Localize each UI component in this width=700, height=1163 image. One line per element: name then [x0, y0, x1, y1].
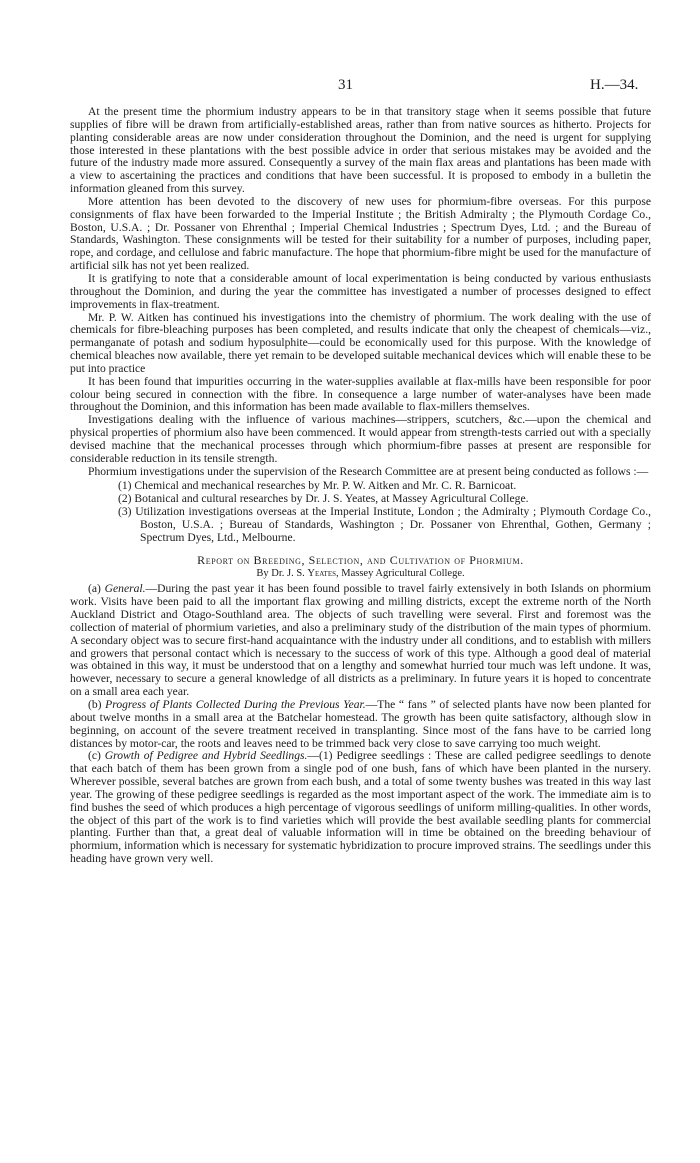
paragraph-general [70, 583, 651, 699]
paragraph-text: —(1) Pedigree seedlings : These are called pedigree seedlings to denote that each batch of them has been grown from a single pod of one bush, fans of which have been planted in the nursery. Wherever possible, several batches are grown from each bush, and a total of some twenty bushes was treated in this way last year. The growing of these pedigree seedlings is regarded as the most important aspect of the work. The immediate aim is to find bushes the seed of which produces a high percentage of vigorous seedlings of uniform milling-qualities. In other words, the object of this part of the work is to find varieties which will provide the best available seedling plants for commercial planting. Further than that, a great deal of valuable information will in time be obtained on the breeding behaviour of phormium, information which is necessary for systematic hybridization to procure improved strains. The seedlings under this heading have grown very well. [70, 749, 651, 866]
page-header [0, 77, 700, 97]
byline-prefix: By Dr. J. S. [256, 567, 308, 579]
paragraph-water-impurities: It has been found that impurities occurring in the water-supplies available at flax-mills have been responsible for poor colour being secured in connection with the fibre. In consequence a large number of water-analyses have been made throughout the Dominion, and this information has been made available to flax-millers themselves. [70, 374, 651, 414]
paragraph-text: —During the past year it has been found possible to travel fairly extensively in both Islands on phormium work. Visits have been paid to all the important flax growing and milling districts, except the extreme north of the North Auckland District and Otago-Southland area. The objects of such travelling were several. First and foremost was the collection of material of phormium varieties, and also a preliminary study of the distribution of the main types of phormium. A secondary object was to secure first-hand acquaintance with the industry under all conditions, and to establish with millers and growers that personal contact which is necessary to the success of work of this type. Although a good deal of material was obtained in this way, it must be understood that on a lengthy and somewhat hurried tour much was left undone. It was, however, necessary to secure a general knowledge of all districts as a preliminary. In future years it is hoped to concentrate on a small area each year. [70, 582, 651, 699]
list-item: (2) Botanical and cultural researches by Dr. J. S. Yeates, at Massey Agricultural College. [118, 492, 529, 506]
paragraph-machine-influence: Investigations dealing with the influence of various machines—strippers, scutchers, &c.—upon the chemical and physical properties of phormium also have been commenced. It would appear from strength-tests carried out with a specially devised machine that the mechanical processes through which phormium-fibre passes at present are responsible for considerable reduction in its tensile strength. [70, 413, 651, 465]
paragraph-heading: General. [104, 582, 146, 596]
paragraph-plantation-survey: At the present time the phormium industry appears to be in that transitory stage when it seems possible that future supplies of fibre will be drawn from artificially-established areas, rather than from native sources as hitherto. Projects for planting considerable areas are now under consideration throughout the Dominion, and the need is urgent for supplying those interested in these plantations with the best possible advice in order that serious mistakes may be avoided and the future of the industry made more assured. Consequently a survey of the main flax areas and plantations has been made with a view to ascertaining the practices and conditions that have been successful. It is proposed to embody in a bulletin the information gleaned from this survey. [70, 105, 651, 196]
list-item: (3) Utilization investigations overseas at the Imperial Institute, London ; the Admiralty ; Plymouth Cordage Co., Boston, U.S.A. ; Bureau of Standards, Washington ; Dr. Possaner von Ehrenthal, Gothen, Germany ; Spectrum Dyes, Ltd., Melbourne. [118, 505, 651, 544]
paragraph-label: (a) [88, 582, 105, 596]
paragraph-heading: Progress of Plants Collected During the Previous Year. [105, 697, 366, 711]
document-reference: H.—34. [590, 77, 639, 93]
paragraph-text: —The “ fans ” of selected plants have now been planted for about twelve months in a small area at the Batchelar homestead. The growth has been quite satisfactory, although slow in beginning, on account of the severe treatment received in transplanting. Since most of the fans have to be carried long distances by motor-car, the roots and leaves need to be trimmed back very close to save carrying too much weight. [70, 697, 651, 750]
paragraph-plants-progress [70, 699, 651, 750]
list-item: (1) Chemical and mechanical researches by Mr. P. W. Aitken and Mr. C. R. Barnicoat. [118, 479, 517, 493]
paragraph-label: (c) [88, 749, 105, 763]
paragraph-chemistry-research: Mr. P. W. Aitken has continued his investigations into the chemistry of phormium. The work dealing with the use of chemicals for fibre-bleaching purposes has been completed, and results indicate that only the cheapest of chemicals—viz., permanganate of potash and sodium hyposulphite—could be economically used for this purpose. With the knowledge of chemical bleaches now available, there yet remain to be developed suitable mechanical devices which will enable these to be put into practice [70, 310, 651, 375]
investigations-list [70, 480, 651, 544]
paragraph-investigations-intro: Phormium investigations under the supervision of the Research Committee are at present being conducted as follows :— [88, 464, 649, 478]
body-text [70, 106, 651, 866]
byline-suffix: , Massey Agricultural College. [336, 567, 465, 579]
paragraph-label: (b) [88, 697, 106, 711]
author-name: Yeates [307, 567, 337, 579]
report-title: Report on Breeding, Selection, and Cultivation of Phormium. [197, 552, 524, 567]
paragraph-new-uses-overseas: More attention has been devoted to the discovery of new uses for phormium-fibre overseas. For this purpose consignments of flax have been forwarded to the Imperial Institute ; the British Admiralty ; the Plymouth Cordage Co., Boston, U.S.A. ; Dr. Possaner von Ehrenthal ; Imperial Chemical Industries ; Spectrum Dyes, Ltd. ; and the Bureau of Standards, Washington. These consignments will be tested for their suitability for a number of purposes, including paper, rope, and cordage, and cellulose and fabric manufacture. The hope that phormium-fibre might be used for the manufacture of artificial silk has not yet been realized. [70, 194, 651, 273]
paragraph-local-experimentation: It is gratifying to note that a considerable amount of local experimentation is being conducted by various enthusiasts throughout the Dominion, and during the year the committee has investigated a number of processes designed to effect improvements in flax-treatment. [70, 271, 651, 311]
report-byline [70, 568, 651, 581]
page-number: 31 [338, 77, 353, 93]
paragraph-seedlings-growth [70, 750, 651, 866]
paragraph-heading: Growth of Pedigree and Hybrid Seedlings. [104, 749, 308, 763]
